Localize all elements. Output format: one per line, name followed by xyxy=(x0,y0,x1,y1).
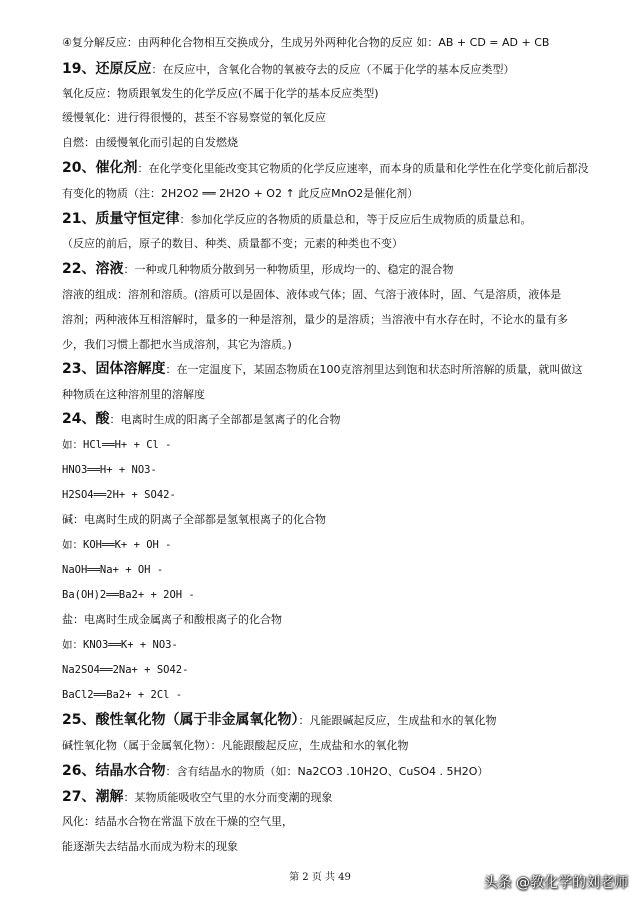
section-term: 潮解 xyxy=(95,789,124,805)
text-line: 溶液的组成：溶剂和溶质。(溶质可以是固体、液体或气体；固、气溶于液体时，固、气是溶质，液体是 xyxy=(62,288,562,301)
equation-line: 如：HCl══H+ + Cl - xyxy=(62,439,172,451)
section-definition: ：含有结晶水的物质（如：Na2CO3 .10H2O、CuSO4 . 5H2O） xyxy=(165,765,489,778)
section-number: 19、 xyxy=(62,61,96,77)
section-definition: ：在反应中，含氧化合物的氧被夺去的反应（不属于化学的基本反应类型） xyxy=(151,63,515,76)
section-term: 固体溶解度 xyxy=(95,361,166,377)
section-definition: ：在化学变化里能改变其它物质的化学反应速率，而本身的质量和化学性在化学变化前后都没 xyxy=(137,162,589,175)
section-number: 22、 xyxy=(62,261,96,277)
equation-line: H2SO4══2H+ + SO42- xyxy=(62,489,176,501)
text-line: 能逐渐失去结晶水而成为粉末的现象 xyxy=(62,840,238,853)
equation-line: 如：KOH══K+ + OH - xyxy=(62,539,172,551)
section-definition: ：某物质能吸收空气里的水分而变潮的现象 xyxy=(123,791,333,804)
section-term: 酸性氧化物（属于非金属氧化物） xyxy=(95,712,299,728)
watermark: 头条 @教化学的刘老师 xyxy=(483,875,628,891)
equation-line: Na2SO4══2Na+ + SO42- xyxy=(62,664,189,676)
section-20 xyxy=(62,160,588,177)
text-line: 有变化的物质（注：2H2O2 ══ 2H2O + O2 ↑ 此反应MnO2是催化剂） xyxy=(62,187,419,200)
section-term: 溶液 xyxy=(95,261,124,277)
section-24 xyxy=(62,411,340,428)
section-number: 24、 xyxy=(62,411,96,427)
text-line: 碱性氧化物（属于金属氧化物）：凡能跟酸起反应，生成盐和水的氧化物 xyxy=(62,739,409,752)
section-term: 酸 xyxy=(95,411,110,427)
section-term: 结晶水合物 xyxy=(95,763,166,779)
text-line: ④复分解反应：由两种化合物相互交换成分，生成另外两种化合物的反应 如：AB + CD = AD + CB xyxy=(62,36,550,49)
section-definition: ：参加化学反应的各物质的质量总和，等于反应后生成物质的质量总和。 xyxy=(179,213,532,226)
equation-line: NaOH══Na+ + OH - xyxy=(62,564,164,576)
section-19 xyxy=(62,61,514,78)
section-term: 催化剂 xyxy=(95,160,138,176)
section-number: 27、 xyxy=(62,789,96,805)
section-number: 20、 xyxy=(62,160,96,176)
equation-line: BaCl2══Ba2+ + 2Cl - xyxy=(62,689,183,701)
text-line: 种物质在这种溶剂里的溶解度 xyxy=(62,388,205,401)
section-number: 23、 xyxy=(62,361,96,377)
text-line: 氧化反应：物质跟氧发生的化学反应(不属于化学的基本反应类型) xyxy=(62,87,379,100)
section-definition: ：在一定温度下，某固态物质在100克溶剂里达到饱和状态时所溶解的质量，就叫做这 xyxy=(165,363,583,376)
text-line: 缓慢氧化：进行得很慢的，甚至不容易察觉的氧化反应 xyxy=(62,111,326,124)
section-25 xyxy=(62,712,496,729)
equation-line: Ba(OH)2══Ba2+ + 2OH - xyxy=(62,589,195,601)
text-line: （反应的前后，原子的数目、种类、质量都不变；元素的种类也不变） xyxy=(62,237,403,250)
section-21 xyxy=(62,211,531,228)
section-definition: ：凡能跟碱起反应，生成盐和水的氧化物 xyxy=(298,714,497,727)
section-22 xyxy=(62,261,453,278)
section-27 xyxy=(62,789,332,806)
section-23 xyxy=(62,361,582,378)
text-line: 自燃：由缓慢氧化而引起的自发燃烧 xyxy=(62,136,238,149)
section-26 xyxy=(62,763,488,780)
text-line: 溶剂；两种液体互相溶解时，量多的一种是溶剂，量少的是溶质；当溶液中有水存在时，不论水的量有多 xyxy=(62,313,568,326)
section-term: 质量守恒定律 xyxy=(95,211,180,227)
equation-line: HNO3══H+ + NO3- xyxy=(62,464,157,476)
section-number: 26、 xyxy=(62,763,96,779)
section-definition: ：电离时生成的阳离子全部都是氢离子的化合物 xyxy=(109,413,341,426)
section-definition: ：一种或几种物质分散到另一种物质里，形成均一的、稳定的混合物 xyxy=(123,263,454,276)
text-line: 碱：电离时生成的阴离子全部都是氢氧根离子的化合物 xyxy=(62,513,326,526)
text-line: 盐：电离时生成金属离子和酸根离子的化合物 xyxy=(62,613,282,626)
section-number: 25、 xyxy=(62,712,96,728)
page-footer: 第 2 页 共 49 xyxy=(289,872,351,883)
text-line: 风化：结晶水合物在常温下放在干燥的空气里， xyxy=(62,815,293,828)
section-term: 还原反应 xyxy=(95,61,152,77)
equation-line: 如：KNO3══K+ + NO3- xyxy=(62,639,178,651)
text-line: 少，我们习惯上都把水当成溶剂，其它为溶质。) xyxy=(62,338,292,351)
section-number: 21、 xyxy=(62,211,96,227)
